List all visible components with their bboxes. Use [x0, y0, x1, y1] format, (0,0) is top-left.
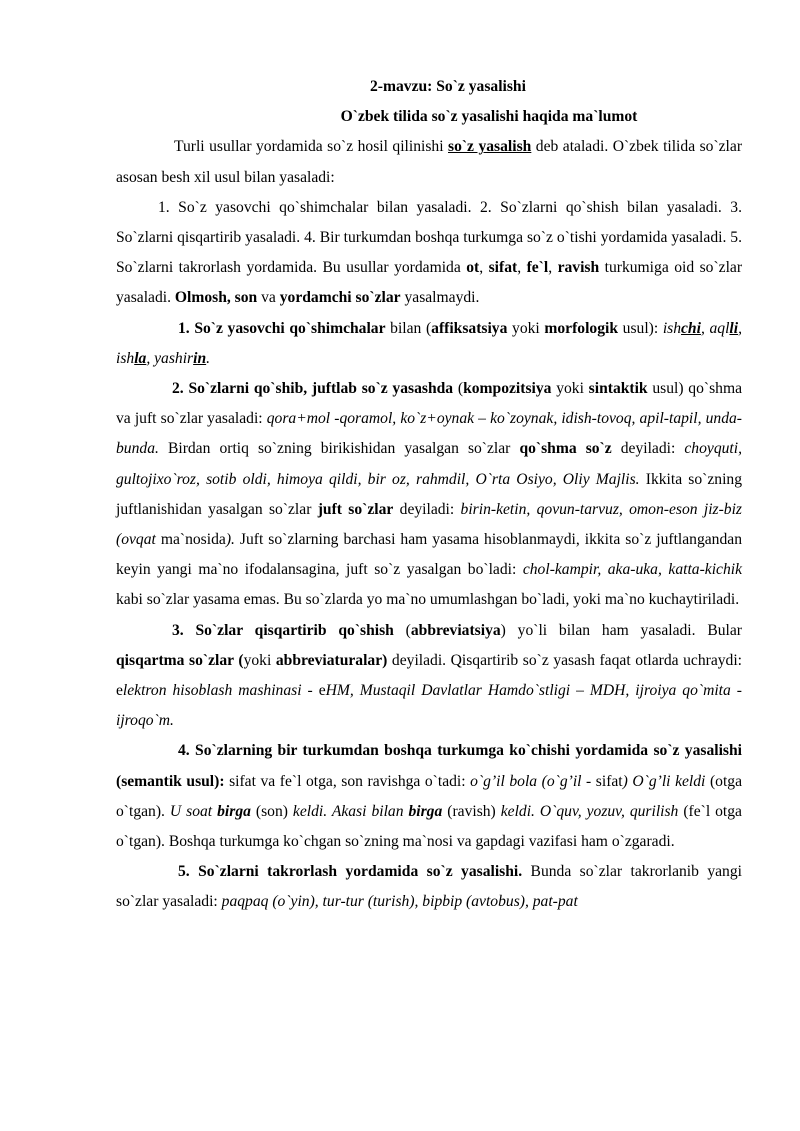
text: Juft so`zlarning barchasi ham yasama hisoblanmaydi, ikkita so`z juftlangandan keyin yangi ma`no ifodalansagina, juft so`z yasalgan bo`ladi:: [116, 531, 742, 579]
examples: lektron hisoblash mashinasi: [122, 682, 302, 700]
section-heading-3: 3. So`zlar qisqartirib qo`shish: [172, 621, 394, 639]
text: deyiladi:: [611, 440, 685, 458]
text: - e: [301, 682, 326, 700]
section-heading-2: 2. So`zlarni qo`shib, juftlab so`z yasashda: [172, 380, 454, 398]
text: turkumiga oid so`zlar yasaladi.: [116, 259, 743, 307]
text: (son): [250, 802, 293, 820]
text: bilan (: [385, 319, 432, 337]
topic-title: 2-mavzu: So`z yasalishi: [370, 78, 526, 95]
term: juft so`zlar: [317, 500, 394, 518]
term-sifat: sifat: [488, 259, 518, 277]
examples: keldi. O`quv, yozuv, qurilish: [500, 802, 679, 820]
text: ,: [517, 259, 527, 277]
term-fel: fe`l: [526, 259, 549, 277]
examples: paqpaq (o`yin), tur-tur (turish), bipbip (avtobus), pat-pat: [221, 893, 578, 911]
examples: HM, Mustaqil Davlatlar Hamdo`stligi – MDH, ijroiya qo`mita - ijroqo`m.: [116, 682, 742, 730]
term: sintaktik: [588, 380, 648, 398]
text: ,: [479, 259, 489, 277]
examples: choyquti, gultojixo`roz, sotib oldi, himoya qildi, bir oz, rahmdil, O`rta Osiyo, Oliy Majlis.: [116, 440, 742, 488]
examples: chol-kampir, aka-uka, katta-kichik: [522, 561, 742, 579]
text: (: [453, 380, 464, 398]
text: ,: [548, 259, 558, 277]
term-birga: birga: [408, 802, 443, 820]
text: Ikkita so`zning juftlanishidan yasalgan so`zlar: [116, 470, 743, 518]
paragraph-affiksatsiya: [116, 314, 742, 374]
text: ) yo`li bilan ham yasaladi. Bular: [500, 621, 742, 639]
examples: birin-ketin, qovun-tarvuz, omon-eson jiz-biz (ovqat: [116, 500, 742, 549]
paragraph-semantik: [116, 736, 742, 857]
paragraph-definition: [116, 132, 742, 192]
examples: U soat: [169, 802, 218, 820]
text: (otga o`tgan).: [116, 772, 742, 820]
term-yordamchi: yordamchi so`zlar: [279, 289, 401, 307]
paragraph-abbreviatsiya: [116, 616, 742, 737]
text: Turli usullar yordamida so`z hosil qilinishi: [174, 138, 448, 156]
examples: ) O`g’li keldi: [622, 772, 706, 790]
text: (: [393, 621, 411, 639]
text: .: [206, 349, 211, 367]
examples: ).: [225, 531, 235, 549]
text: Bunda so`zlar takrorlanib yangi so`zlar yasaladi:: [116, 863, 742, 911]
text: sifat: [591, 772, 623, 790]
text: 1. So`z yasovchi qo`shimchalar bilan yasaladi. 2. So`zlarni qo`shish bilan yasaladi. 3. So`zlarni qisqartirib yasaladi. 4. Bir turkumdan boshqa turkumga so`z o`tishi yordamida yasaladi. 5. So`zlarni takrorlash yordamida. Bu usullar yordamida: [116, 198, 742, 277]
paragraph-methods: [116, 193, 742, 314]
text: yoki: [243, 651, 276, 669]
text: ish: [662, 319, 682, 337]
examples: o`g’il bola (o`g’il -: [470, 772, 592, 790]
text: kabi so`zlar yasama emas. Bu so`zlarda yo ma`no umumlashgan bo`ladi, yoki ma`no kuchaytiriladi.: [116, 591, 740, 609]
text: Birdan ortiq so`zning birikishidan yasalgan so`zlar: [158, 440, 520, 458]
text: sifat va fe`l otga, son ravishga o`tadi:: [224, 772, 471, 790]
suffix: in: [193, 349, 207, 367]
text: yoki: [507, 319, 545, 337]
term: qisqartma so`zlar (: [116, 651, 244, 669]
suffix: la: [134, 349, 147, 367]
paragraph-takrorlash: [116, 857, 742, 917]
text: , yashir: [146, 349, 194, 367]
text: deb ataladi. O`zbek tilida so`zlar asosan besh xil usul bilan yasaladi:: [116, 138, 743, 186]
document-page: [116, 72, 742, 918]
term: abbreviatsiya: [410, 621, 501, 639]
suffix: chi: [681, 319, 701, 337]
text: (fe`l otga o`tgan). Boshqa turkumga ko`chgan so`zning ma`nosi va gapdagi vazifasi ham o`zgaradi.: [116, 802, 742, 851]
term-olmosh-son: Olmosh, son: [174, 289, 258, 307]
text: usul):: [618, 319, 663, 337]
text: yasalmaydi.: [400, 289, 480, 307]
term: abbreviaturalar): [275, 651, 388, 669]
text: usul) qo`shma va juft so`zlar yasaladi:: [116, 380, 743, 428]
term-ot: ot: [466, 259, 480, 277]
document-subtitle: O`zbek tilida so`z yasalishi haqida ma`lumot: [340, 108, 638, 126]
suffix: li: [729, 319, 739, 337]
term: kompozitsiya: [463, 380, 552, 398]
text: va: [257, 289, 280, 307]
text: ma`nosida: [155, 531, 226, 549]
section-heading-5: 5. So`zlarni takrorlash yordamida so`z yasalishi.: [178, 863, 523, 881]
text: (ravish): [442, 802, 501, 820]
text: deyiladi:: [393, 500, 461, 518]
text: , aql: [700, 319, 730, 337]
term: qo`shma so`z: [519, 440, 612, 458]
examples: qora+mol -qoramol, ko`z+oynak – ko`zoynak, idish-tovoq, apil-tapil, unda-bunda.: [116, 410, 742, 458]
examples: keldi. Akasi bilan: [292, 802, 409, 820]
term-birga: birga: [217, 802, 251, 820]
term: morfologik: [544, 319, 619, 337]
term-ravish: ravish: [557, 259, 600, 277]
term-so-z-yasalish: so`z yasalish: [448, 138, 532, 156]
section-heading-1: 1. So`z yasovchi qo`shimchalar: [178, 319, 386, 337]
text: yoki: [551, 380, 589, 398]
text: , ish: [116, 319, 742, 367]
text: deyiladi. Qisqartirib so`z yasash faqat otlarda uchraydi: e: [116, 651, 743, 700]
paragraph-kompozitsiya: [116, 374, 742, 616]
term: affiksatsiya: [431, 319, 508, 337]
section-heading-4: 4. So`zlarning bir turkumdan boshqa turkumga ko`chishi yordamida so`z yasalishi (semantik usul):: [116, 742, 742, 790]
